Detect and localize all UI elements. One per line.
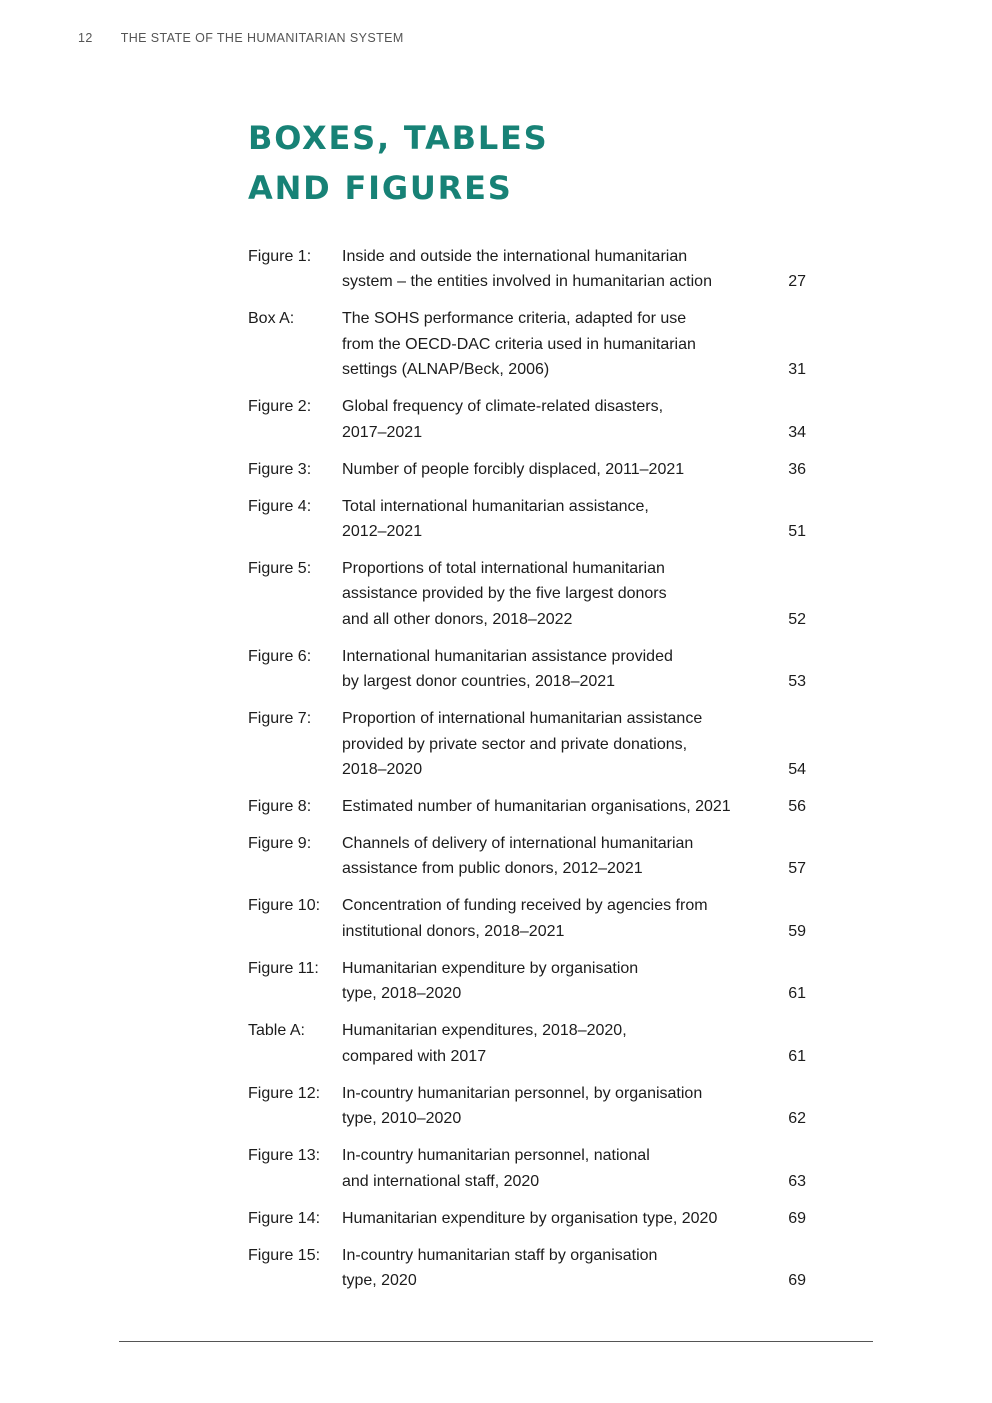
page-title-line-2: AND FIGURES <box>248 169 513 207</box>
entry-label: Figure 12: <box>248 1084 321 1102</box>
entry-label: Figure 11: <box>248 959 319 977</box>
entry-title-line: system – the entities involved in humanitarian action <box>342 273 712 291</box>
entry-page <box>770 794 818 819</box>
list-entry <box>248 1018 818 1069</box>
list-entry <box>248 1081 818 1132</box>
entry-page-number: 31 <box>788 361 806 379</box>
entry-title <box>342 1143 770 1194</box>
entry-label: Figure 4: <box>248 497 312 515</box>
entry-page-number: 34 <box>788 423 806 441</box>
entry-page <box>770 494 818 545</box>
entry-title <box>342 244 770 295</box>
entry-label: Figure 10: <box>248 897 321 915</box>
footer-rule <box>119 1341 873 1342</box>
entry-title-line: Humanitarian expenditure by organisation <box>342 959 639 977</box>
entry-page <box>770 457 818 482</box>
entry-title <box>342 1206 770 1231</box>
entry-page-number: 69 <box>788 1271 806 1289</box>
entry-page-number: 61 <box>788 985 806 1003</box>
entry-title-line: provided by private sector and private donations, <box>342 735 688 753</box>
entry-title-line: In-country humanitarian staff by organisation <box>342 1246 658 1264</box>
entry-label: Figure 3: <box>248 460 312 478</box>
entry-title-line: and international staff, 2020 <box>342 1172 540 1190</box>
entry-title-line: Proportion of international humanitarian assistance <box>342 710 703 728</box>
entry-page <box>770 831 818 882</box>
entry-title <box>342 794 770 819</box>
list-entry <box>248 706 818 782</box>
list-entry <box>248 244 818 295</box>
entry-title <box>342 457 770 482</box>
entry-page <box>770 556 818 632</box>
entry-page-number: 52 <box>788 610 806 628</box>
entry-title-line: Humanitarian expenditure by organisation type, 2020 <box>342 1209 718 1227</box>
entry-title-line: 2018–2020 <box>342 761 423 779</box>
entry-page-number: 56 <box>788 798 806 816</box>
entry-title-line: Estimated number of humanitarian organisations, 2021 <box>342 798 731 816</box>
page-number: 12 <box>78 31 93 45</box>
entry-page-number: 59 <box>788 922 806 940</box>
entry-title <box>342 956 770 1007</box>
entry-page-number: 62 <box>788 1110 806 1128</box>
list-entry <box>248 1206 818 1231</box>
entry-title <box>342 306 770 382</box>
entry-page-number: 57 <box>788 860 806 878</box>
list-entry <box>248 556 818 632</box>
entry-label: Figure 13: <box>248 1147 321 1165</box>
page-title <box>248 113 549 213</box>
list-entry <box>248 893 818 944</box>
entry-title-line: The SOHS performance criteria, adapted for use <box>342 310 687 328</box>
entry-title <box>342 1243 770 1294</box>
entry-page <box>770 244 818 295</box>
entry-page <box>770 706 818 782</box>
entry-page <box>770 1206 818 1231</box>
entry-page <box>770 1018 818 1069</box>
entry-title-line: Global frequency of climate-related disasters, <box>342 398 664 416</box>
entry-label: Figure 14: <box>248 1209 321 1227</box>
entry-label: Figure 1: <box>248 248 312 265</box>
entry-title <box>342 893 770 944</box>
entry-title-line: Concentration of funding received by agencies from <box>342 897 708 915</box>
entry-label: Table A: <box>248 1022 305 1040</box>
running-header <box>78 31 404 45</box>
entry-label: Figure 6: <box>248 647 312 665</box>
entry-title-line: 2017–2021 <box>342 423 423 441</box>
entry-title-line: Inside and outside the international humanitarian <box>342 248 688 265</box>
entry-title <box>342 1081 770 1132</box>
entry-title <box>342 394 770 445</box>
entry-title-line: International humanitarian assistance provided <box>342 647 673 665</box>
entry-title <box>342 706 770 782</box>
entry-label: Figure 2: <box>248 398 312 416</box>
entry-label: Figure 9: <box>248 835 312 853</box>
entry-title-line: Humanitarian expenditures, 2018–2020, <box>342 1022 627 1040</box>
entry-page <box>770 1081 818 1132</box>
entry-title-line: settings (ALNAP/Beck, 2006) <box>342 361 550 379</box>
entry-title-line: Total international humanitarian assistance, <box>342 497 649 515</box>
entry-page-number: 27 <box>788 273 806 291</box>
entry-label: Figure 5: <box>248 560 312 578</box>
entry-page-number: 63 <box>788 1172 806 1190</box>
entry-title-line: Number of people forcibly displaced, 2011–2021 <box>342 460 685 478</box>
entry-title-line: 2012–2021 <box>342 523 423 541</box>
entry-page <box>770 644 818 695</box>
list-entry <box>248 457 818 482</box>
entry-page <box>770 893 818 944</box>
entry-page-number: 53 <box>788 673 806 691</box>
entry-title <box>342 1018 770 1069</box>
entry-title-line: assistance provided by the five largest donors <box>342 585 667 603</box>
entry-title-line: Proportions of total international humanitarian <box>342 560 665 578</box>
list-entry <box>248 794 818 819</box>
entry-title-line: In-country humanitarian personnel, national <box>342 1147 650 1165</box>
list-entry <box>248 394 818 445</box>
entry-title-line: assistance from public donors, 2012–2021 <box>342 860 643 878</box>
entry-title-line: compared with 2017 <box>342 1047 487 1065</box>
entry-page-number: 69 <box>788 1209 806 1227</box>
entry-label: Figure 8: <box>248 798 312 816</box>
entry-title <box>342 831 770 882</box>
list-entry <box>248 1143 818 1194</box>
list-entry <box>248 644 818 695</box>
list-entry <box>248 306 818 382</box>
entry-label: Figure 15: <box>248 1246 321 1264</box>
entry-page <box>770 394 818 445</box>
entry-title-line: type, 2010–2020 <box>342 1110 462 1128</box>
entry-page-number: 36 <box>788 460 806 478</box>
entry-page <box>770 306 818 382</box>
entry-title-line: type, 2018–2020 <box>342 985 462 1003</box>
figures-list <box>248 244 818 1305</box>
page-title-line-1: BOXES, TABLES <box>248 119 549 157</box>
entry-page <box>770 956 818 1007</box>
list-entry <box>248 1243 818 1294</box>
entry-label: Box A: <box>248 310 295 328</box>
entry-title-line: Channels of delivery of international humanitarian <box>342 835 694 853</box>
entry-page-number: 54 <box>788 761 806 779</box>
list-entry <box>248 494 818 545</box>
entry-title-line: In-country humanitarian personnel, by organisation <box>342 1084 703 1102</box>
list-entry <box>248 956 818 1007</box>
entry-title-line: institutional donors, 2018–2021 <box>342 922 565 940</box>
entry-title-line: type, 2020 <box>342 1271 417 1289</box>
entry-title-line: from the OECD-DAC criteria used in humanitarian <box>342 335 696 353</box>
list-entry <box>248 831 818 882</box>
entry-page-number: 61 <box>788 1047 806 1065</box>
entry-label: Figure 7: <box>248 710 312 728</box>
entry-title-line: and all other donors, 2018–2022 <box>342 610 573 628</box>
running-title: THE STATE OF THE HUMANITARIAN SYSTEM <box>120 31 404 45</box>
entry-title-line: by largest donor countries, 2018–2021 <box>342 673 616 691</box>
entry-page <box>770 1143 818 1194</box>
entry-title <box>342 556 770 632</box>
entry-page-number: 51 <box>788 523 806 541</box>
entry-title <box>342 644 770 695</box>
entry-page <box>770 1243 818 1294</box>
entry-title <box>342 494 770 545</box>
